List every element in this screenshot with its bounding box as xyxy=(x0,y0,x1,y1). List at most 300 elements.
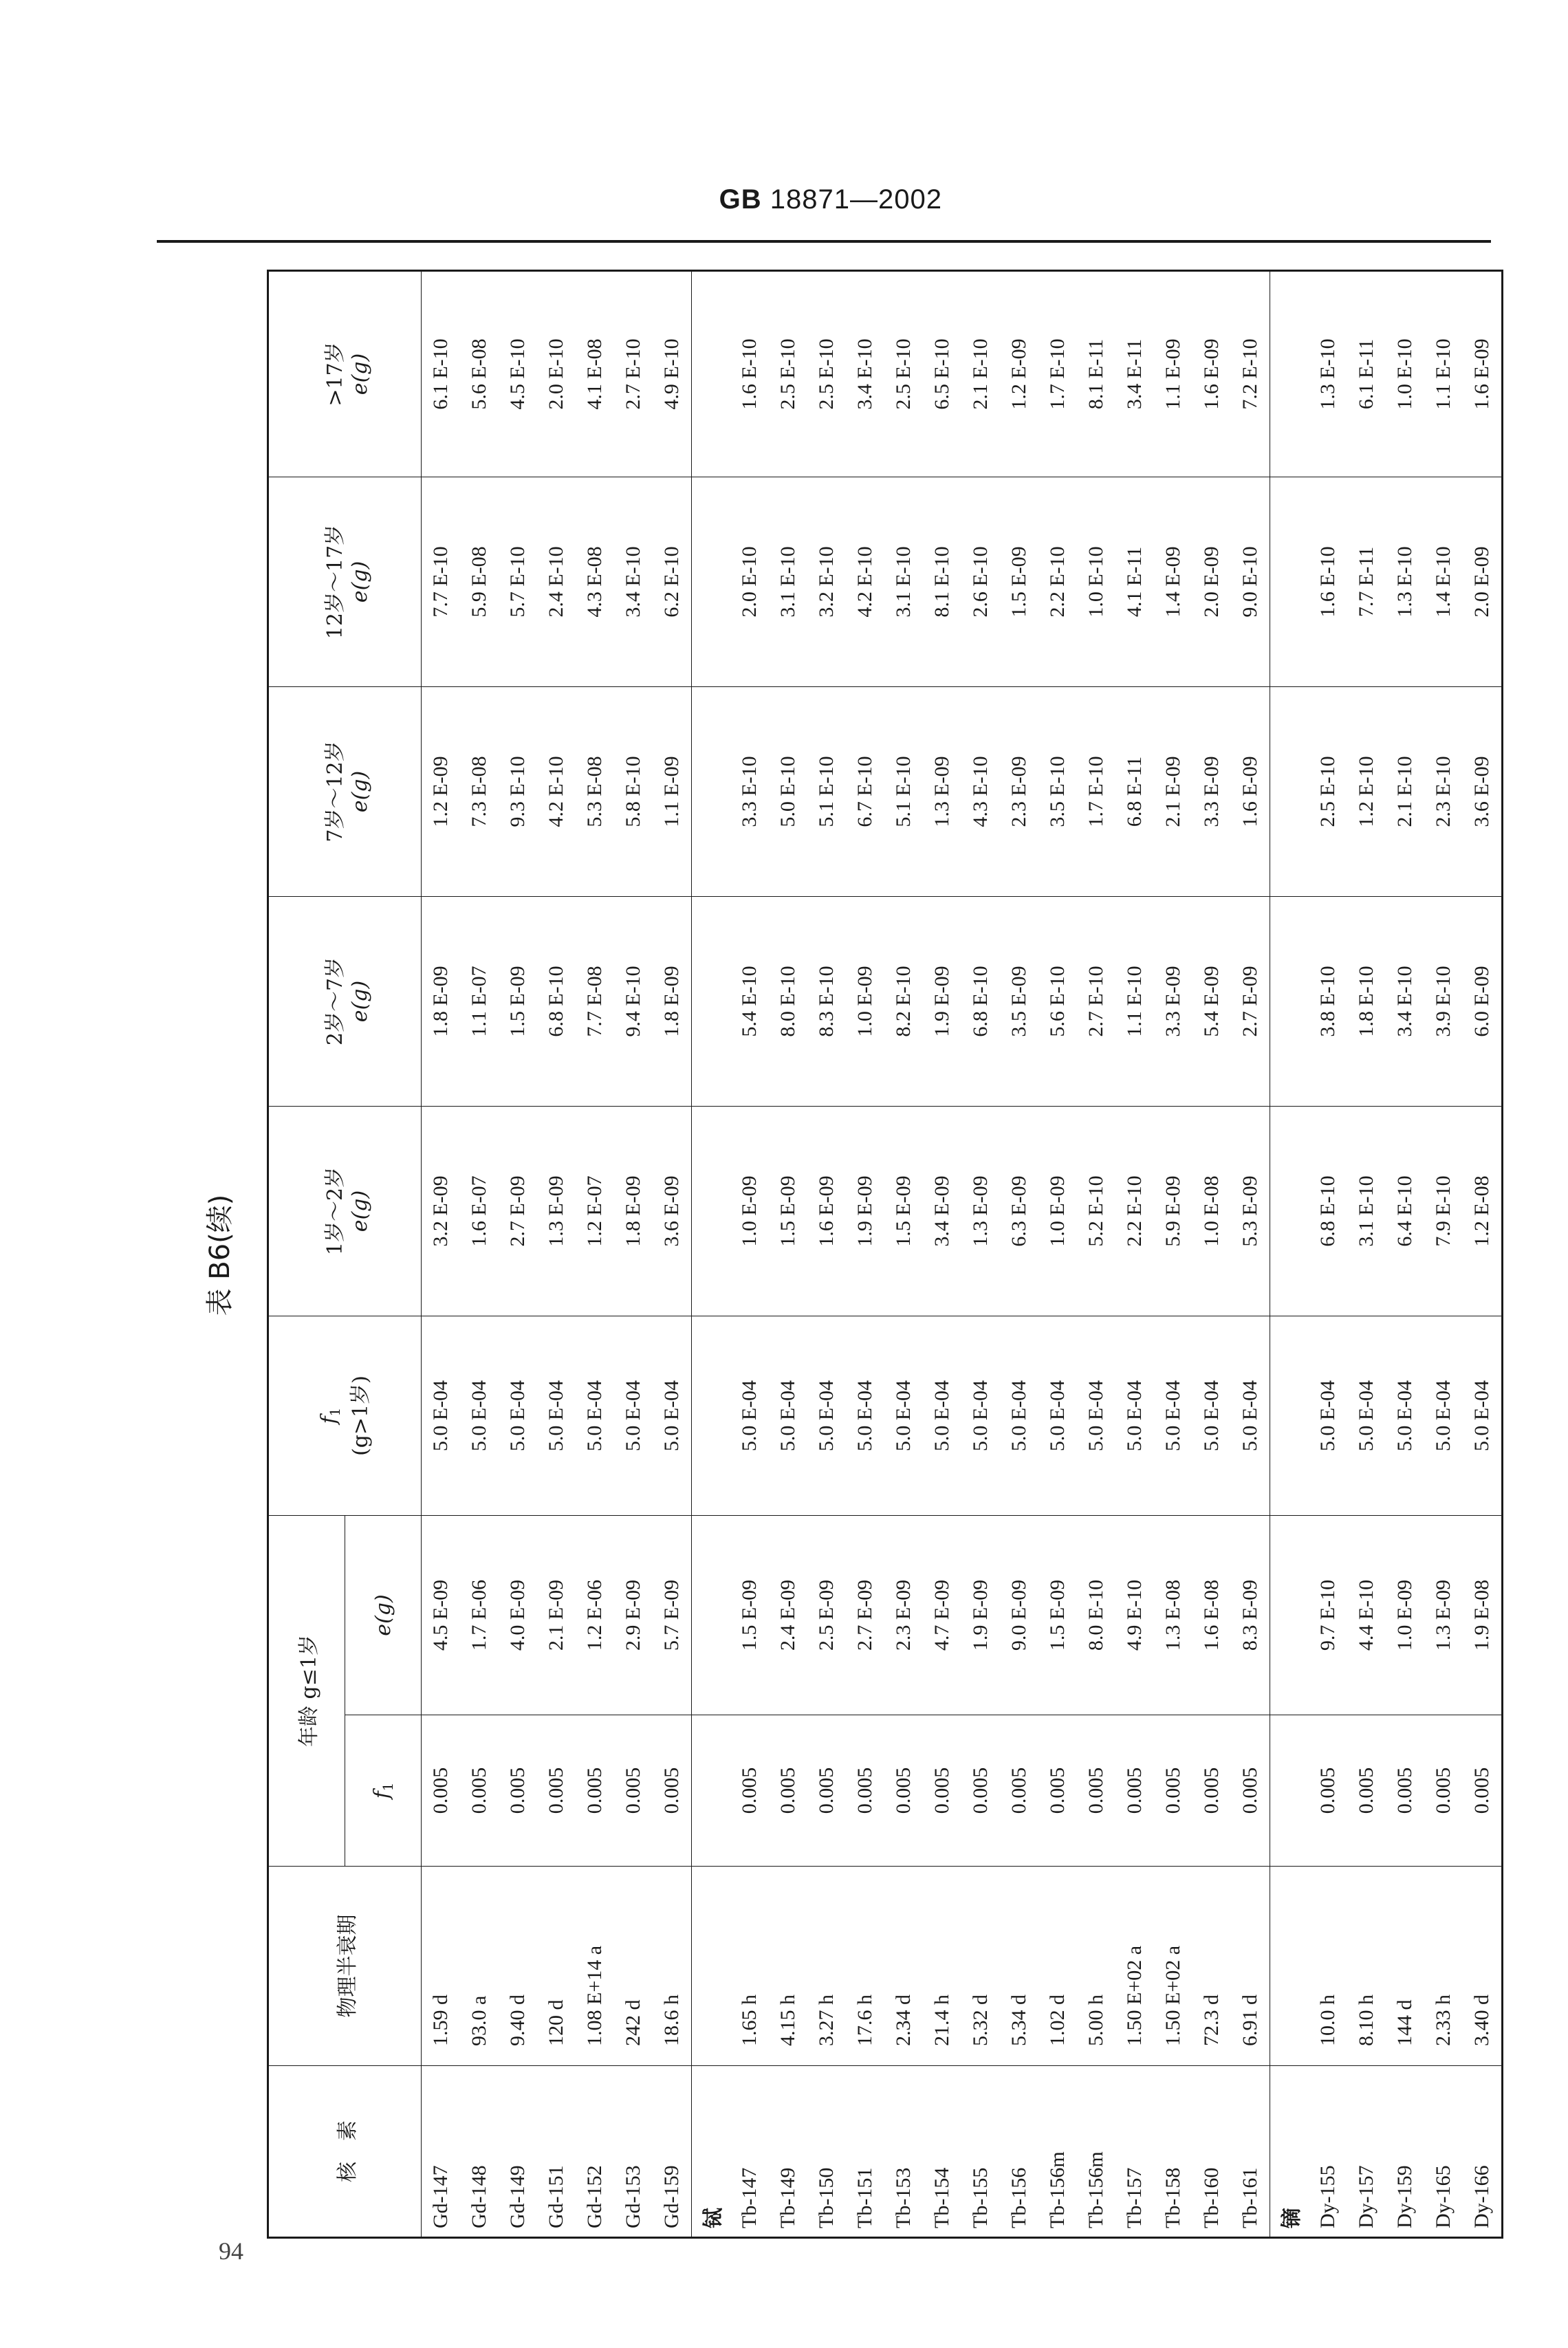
cell-e2: 1.0 E-09 xyxy=(1038,1107,1077,1316)
cell-e3: 3.5 E-09 xyxy=(1000,897,1038,1107)
cell-e6: 1.7 E-10 xyxy=(1038,271,1077,477)
cell-e4: 4.2 E-10 xyxy=(537,687,576,897)
cell-e5: 4.2 E-10 xyxy=(846,477,884,687)
cell-e4: 6.7 E-10 xyxy=(846,687,884,897)
table-row xyxy=(1424,271,1463,2238)
cell-nuclide: Tb-157 xyxy=(1115,2066,1154,2238)
cell-e2: 2.2 E-10 xyxy=(1115,1107,1154,1316)
cell-e2: 1.9 E-09 xyxy=(846,1107,884,1316)
cell-e5: 1.4 E-09 xyxy=(1154,477,1193,687)
cell-halflife: 120 d xyxy=(537,1867,576,2066)
cell-e6: 6.5 E-10 xyxy=(923,271,961,477)
cell-e2: 1.2 E-08 xyxy=(1463,1107,1503,1316)
cell-e3: 6.8 E-10 xyxy=(537,897,576,1107)
cell-e3: 8.0 E-10 xyxy=(769,897,807,1107)
cell-f1: 0.005 xyxy=(614,1715,653,1867)
cell-f1b: 5.0 E-04 xyxy=(614,1316,653,1516)
cell-halflife: 1.65 h xyxy=(730,1867,769,2066)
cell-f1: 0.005 xyxy=(846,1715,884,1867)
cell-f1: 0.005 xyxy=(460,1715,499,1867)
table-row xyxy=(923,271,961,2238)
cell-nuclide: Gd-159 xyxy=(653,2066,692,2238)
cell-e2: 5.3 E-09 xyxy=(1231,1107,1270,1316)
standard-number: 18871—2002 xyxy=(770,184,942,215)
element-group-row xyxy=(692,271,731,2238)
table-row xyxy=(1077,271,1115,2238)
cell-e1: 9.7 E-10 xyxy=(1309,1516,1347,1715)
cell-e1: 1.9 E-09 xyxy=(961,1516,1000,1715)
cell-e1: 4.0 E-09 xyxy=(499,1516,537,1715)
cell-e3: 3.3 E-09 xyxy=(1154,897,1193,1107)
cell-e2: 2.7 E-09 xyxy=(499,1107,537,1316)
page-number: 94 xyxy=(219,2237,243,2265)
cell-e2: 1.6 E-09 xyxy=(807,1107,846,1316)
cell-e3: 8.2 E-10 xyxy=(884,897,923,1107)
table-row xyxy=(1115,271,1154,2238)
cell-e2: 5.9 E-09 xyxy=(1154,1107,1193,1316)
table-row xyxy=(769,271,807,2238)
cell-e5: 5.7 E-10 xyxy=(499,477,537,687)
cell-e6: 6.1 E-10 xyxy=(422,271,461,477)
cell-e3: 7.7 E-08 xyxy=(576,897,614,1107)
cell-e1: 4.7 E-09 xyxy=(923,1516,961,1715)
cell-f1: 0.005 xyxy=(1386,1715,1424,1867)
cell-e4: 1.1 E-09 xyxy=(653,687,692,897)
cell-halflife: 1.02 d xyxy=(1038,1867,1077,2066)
cell-halflife: 1.59 d xyxy=(422,1867,461,2066)
cell-e4: 5.8 E-10 xyxy=(614,687,653,897)
cell-nuclide: Tb-156m xyxy=(1038,2066,1077,2238)
cell-nuclide: Tb-153 xyxy=(884,2066,923,2238)
cell-e1: 1.9 E-08 xyxy=(1463,1516,1503,1715)
table-row xyxy=(846,271,884,2238)
table-row xyxy=(1038,271,1077,2238)
cell-e3: 5.4 E-09 xyxy=(1193,897,1231,1107)
cell-f1b: 5.0 E-04 xyxy=(1193,1316,1231,1516)
cell-e2: 6.8 E-10 xyxy=(1309,1107,1347,1316)
table-row xyxy=(961,271,1000,2238)
cell-f1b: 5.0 E-04 xyxy=(961,1316,1000,1516)
cell-e6: 4.1 E-08 xyxy=(576,271,614,477)
cell-e4: 2.1 E-09 xyxy=(1154,687,1193,897)
header-f1-gt1-symbol: f xyxy=(316,1416,341,1424)
cell-e2: 6.3 E-09 xyxy=(1000,1107,1038,1316)
cell-e6: 1.2 E-09 xyxy=(1000,271,1038,477)
element-group-row xyxy=(1270,271,1309,2238)
cell-e5: 1.3 E-10 xyxy=(1386,477,1424,687)
table-row xyxy=(1231,271,1270,2238)
cell-e2: 1.2 E-07 xyxy=(576,1107,614,1316)
cell-e2: 1.0 E-09 xyxy=(730,1107,769,1316)
cell-e6: 5.6 E-08 xyxy=(460,271,499,477)
cell-f1b: 5.0 E-04 xyxy=(884,1316,923,1516)
cell-f1b: 5.0 E-04 xyxy=(1038,1316,1077,1516)
cell-nuclide: Gd-152 xyxy=(576,2066,614,2238)
cell-e5: 1.6 E-10 xyxy=(1309,477,1347,687)
header-age-2-7: 2岁～7岁 e(g) xyxy=(268,897,422,1107)
element-group-label: 镝 xyxy=(1270,2066,1309,2238)
cell-e2: 1.8 E-09 xyxy=(614,1107,653,1316)
cell-e3: 3.9 E-10 xyxy=(1424,897,1463,1107)
cell-halflife: 2.34 d xyxy=(884,1867,923,2066)
cell-e4: 4.3 E-10 xyxy=(961,687,1000,897)
table-row xyxy=(1347,271,1386,2238)
cell-nuclide: Tb-149 xyxy=(769,2066,807,2238)
cell-f1b: 5.0 E-04 xyxy=(1115,1316,1154,1516)
cell-e5: 2.0 E-09 xyxy=(1193,477,1231,687)
cell-nuclide: Tb-161 xyxy=(1231,2066,1270,2238)
cell-f1b: 5.0 E-04 xyxy=(1154,1316,1193,1516)
table-row xyxy=(884,271,923,2238)
cell-e4: 2.5 E-10 xyxy=(1309,687,1347,897)
cell-e4: 5.0 E-10 xyxy=(769,687,807,897)
cell-e5: 1.5 E-09 xyxy=(1000,477,1038,687)
cell-e4: 1.6 E-09 xyxy=(1231,687,1270,897)
cell-nuclide: Tb-156m xyxy=(1077,2066,1115,2238)
cell-nuclide: Gd-153 xyxy=(614,2066,653,2238)
header-halflife: 物理半衰期 xyxy=(268,1867,422,2066)
cell-e3: 1.8 E-09 xyxy=(653,897,692,1107)
cell-f1b: 5.0 E-04 xyxy=(1424,1316,1463,1516)
cell-f1: 0.005 xyxy=(1154,1715,1193,1867)
cell-e1: 2.1 E-09 xyxy=(537,1516,576,1715)
cell-nuclide: Tb-160 xyxy=(1193,2066,1231,2238)
cell-e6: 1.6 E-10 xyxy=(730,271,769,477)
cell-e3: 1.8 E-10 xyxy=(1347,897,1386,1107)
cell-e6: 7.2 E-10 xyxy=(1231,271,1270,477)
cell-e3: 3.4 E-10 xyxy=(1386,897,1424,1107)
cell-e2: 3.4 E-09 xyxy=(923,1107,961,1316)
cell-nuclide: Tb-158 xyxy=(1154,2066,1193,2238)
cell-e5: 1.4 E-10 xyxy=(1424,477,1463,687)
cell-e2: 3.6 E-09 xyxy=(653,1107,692,1316)
cell-f1: 0.005 xyxy=(730,1715,769,1867)
table-row xyxy=(614,271,653,2238)
header-f1-gt1: $f_1$ (g>1岁) xyxy=(268,1316,422,1516)
cell-e4: 3.3 E-10 xyxy=(730,687,769,897)
cell-e1: 1.0 E-09 xyxy=(1386,1516,1424,1715)
cell-f1: 0.005 xyxy=(884,1715,923,1867)
cell-e6: 1.1 E-10 xyxy=(1424,271,1463,477)
dose-coefficient-table xyxy=(267,270,1503,2239)
cell-e1: 9.0 E-09 xyxy=(1000,1516,1038,1715)
header-nuclide: 核 素 xyxy=(268,2066,422,2238)
cell-e4: 5.3 E-08 xyxy=(576,687,614,897)
cell-e5: 5.9 E-08 xyxy=(460,477,499,687)
cell-e5: 2.6 E-10 xyxy=(961,477,1000,687)
cell-e1: 8.3 E-09 xyxy=(1231,1516,1270,1715)
cell-nuclide: Dy-159 xyxy=(1386,2066,1424,2238)
cell-f1b: 5.0 E-04 xyxy=(769,1316,807,1516)
header-rule xyxy=(157,240,1491,243)
cell-halflife: 5.32 d xyxy=(961,1867,1000,2066)
cell-e5: 1.0 E-10 xyxy=(1077,477,1115,687)
cell-e3: 3.8 E-10 xyxy=(1309,897,1347,1107)
table-row xyxy=(460,271,499,2238)
cell-nuclide: Tb-154 xyxy=(923,2066,961,2238)
cell-e1: 4.4 E-10 xyxy=(1347,1516,1386,1715)
cell-f1: 0.005 xyxy=(769,1715,807,1867)
cell-f1: 0.005 xyxy=(1424,1715,1463,1867)
cell-f1: 0.005 xyxy=(1077,1715,1115,1867)
cell-halflife: 5.00 h xyxy=(1077,1867,1115,2066)
table-row xyxy=(1193,271,1231,2238)
cell-e2: 7.9 E-10 xyxy=(1424,1107,1463,1316)
cell-f1b: 5.0 E-04 xyxy=(460,1316,499,1516)
cell-halflife: 21.4 h xyxy=(923,1867,961,2066)
cell-e1: 1.3 E-09 xyxy=(1424,1516,1463,1715)
cell-e5: 2.2 E-10 xyxy=(1038,477,1077,687)
cell-e4: 5.1 E-10 xyxy=(884,687,923,897)
cell-e6: 3.4 E-11 xyxy=(1115,271,1154,477)
cell-e4: 3.3 E-09 xyxy=(1193,687,1231,897)
cell-nuclide: Dy-155 xyxy=(1309,2066,1347,2238)
cell-f1b: 5.0 E-04 xyxy=(422,1316,461,1516)
cell-e4: 2.1 E-10 xyxy=(1386,687,1424,897)
cell-halflife: 3.40 d xyxy=(1463,1867,1503,2066)
cell-e3: 5.4 E-10 xyxy=(730,897,769,1107)
cell-e5: 4.1 E-11 xyxy=(1115,477,1154,687)
cell-e6: 4.5 E-10 xyxy=(499,271,537,477)
table-body xyxy=(422,271,1503,2238)
cell-e2: 1.5 E-09 xyxy=(769,1107,807,1316)
cell-e5: 8.1 E-10 xyxy=(923,477,961,687)
cell-halflife: 5.34 d xyxy=(1000,1867,1038,2066)
cell-halflife: 6.91 d xyxy=(1231,1867,1270,2066)
cell-f1b: 5.0 E-04 xyxy=(1347,1316,1386,1516)
cell-nuclide: Tb-150 xyxy=(807,2066,846,2238)
cell-e3: 1.9 E-09 xyxy=(923,897,961,1107)
cell-f1b: 5.0 E-04 xyxy=(1077,1316,1115,1516)
cell-nuclide: Gd-149 xyxy=(499,2066,537,2238)
cell-e1: 2.5 E-09 xyxy=(807,1516,846,1715)
cell-f1b: 5.0 E-04 xyxy=(1463,1316,1503,1516)
cell-f1: 0.005 xyxy=(1309,1715,1347,1867)
table-row xyxy=(1309,271,1347,2238)
cell-e2: 1.6 E-07 xyxy=(460,1107,499,1316)
cell-e1: 4.5 E-09 xyxy=(422,1516,461,1715)
cell-f1: 0.005 xyxy=(422,1715,461,1867)
cell-e2: 1.5 E-09 xyxy=(884,1107,923,1316)
cell-e1: 1.6 E-08 xyxy=(1193,1516,1231,1715)
cell-f1b: 5.0 E-04 xyxy=(846,1316,884,1516)
cell-e6: 1.6 E-09 xyxy=(1193,271,1231,477)
table-row xyxy=(1463,271,1503,2238)
cell-f1: 0.005 xyxy=(1000,1715,1038,1867)
cell-e6: 8.1 E-11 xyxy=(1077,271,1115,477)
cell-f1b: 5.0 E-04 xyxy=(1000,1316,1038,1516)
table-row xyxy=(807,271,846,2238)
cell-f1b: 5.0 E-04 xyxy=(1231,1316,1270,1516)
cell-e5: 4.3 E-08 xyxy=(576,477,614,687)
table-row xyxy=(499,271,537,2238)
cell-e4: 1.7 E-10 xyxy=(1077,687,1115,897)
cell-e5: 7.7 E-10 xyxy=(422,477,461,687)
table-caption: 表 B6(续) xyxy=(204,1194,236,1316)
cell-e5: 3.4 E-10 xyxy=(614,477,653,687)
cell-e4: 1.2 E-10 xyxy=(1347,687,1386,897)
cell-nuclide: Tb-155 xyxy=(961,2066,1000,2238)
header-age-gt17: >17岁 e(g) xyxy=(268,271,422,477)
cell-e4: 2.3 E-09 xyxy=(1000,687,1038,897)
cell-e2: 3.2 E-09 xyxy=(422,1107,461,1316)
cell-e4: 5.1 E-10 xyxy=(807,687,846,897)
cell-e3: 6.0 E-09 xyxy=(1463,897,1503,1107)
cell-halflife: 1.50 E+02 a xyxy=(1115,1867,1154,2066)
cell-e5: 9.0 E-10 xyxy=(1231,477,1270,687)
cell-e2: 3.1 E-10 xyxy=(1347,1107,1386,1316)
cell-e6: 3.4 E-10 xyxy=(846,271,884,477)
cell-e3: 1.1 E-07 xyxy=(460,897,499,1107)
cell-e6: 1.0 E-10 xyxy=(1386,271,1424,477)
cell-e6: 2.5 E-10 xyxy=(807,271,846,477)
cell-halflife: 18.6 h xyxy=(653,1867,692,2066)
cell-e3: 1.5 E-09 xyxy=(499,897,537,1107)
cell-f1b: 5.0 E-04 xyxy=(807,1316,846,1516)
cell-nuclide: Tb-147 xyxy=(730,2066,769,2238)
cell-e6: 6.1 E-11 xyxy=(1347,271,1386,477)
cell-e6: 1.1 E-09 xyxy=(1154,271,1193,477)
cell-e1: 1.5 E-09 xyxy=(730,1516,769,1715)
cell-e5: 3.2 E-10 xyxy=(807,477,846,687)
header-e-g: e(g) xyxy=(345,1516,422,1715)
cell-e6: 2.5 E-10 xyxy=(769,271,807,477)
cell-f1: 0.005 xyxy=(1347,1715,1386,1867)
cell-e1: 1.3 E-08 xyxy=(1154,1516,1193,1715)
cell-e1: 8.0 E-10 xyxy=(1077,1516,1115,1715)
cell-halflife: 9.40 d xyxy=(499,1867,537,2066)
cell-e2: 1.0 E-08 xyxy=(1193,1107,1231,1316)
cell-e1: 1.5 E-09 xyxy=(1038,1516,1077,1715)
cell-e2: 5.2 E-10 xyxy=(1077,1107,1115,1316)
cell-f1b: 5.0 E-04 xyxy=(923,1316,961,1516)
cell-e6: 1.6 E-09 xyxy=(1463,271,1503,477)
cell-e6: 1.3 E-10 xyxy=(1309,271,1347,477)
cell-f1: 0.005 xyxy=(537,1715,576,1867)
cell-halflife: 2.33 h xyxy=(1424,1867,1463,2066)
cell-halflife: 10.0 h xyxy=(1309,1867,1347,2066)
cell-e3: 8.3 E-10 xyxy=(807,897,846,1107)
header-age-le1: 年龄 g≤1岁 xyxy=(268,1516,345,1867)
cell-f1: 0.005 xyxy=(1193,1715,1231,1867)
cell-e4: 2.3 E-10 xyxy=(1424,687,1463,897)
cell-e4: 9.3 E-10 xyxy=(499,687,537,897)
cell-e4: 3.6 E-09 xyxy=(1463,687,1503,897)
cell-e5: 2.0 E-09 xyxy=(1463,477,1503,687)
cell-e1: 2.9 E-09 xyxy=(614,1516,653,1715)
rotated-table-block xyxy=(193,272,1493,2239)
cell-halflife: 93.0 a xyxy=(460,1867,499,2066)
cell-e5: 7.7 E-11 xyxy=(1347,477,1386,687)
table-row xyxy=(653,271,692,2238)
cell-e5: 3.1 E-10 xyxy=(884,477,923,687)
cell-f1b: 5.0 E-04 xyxy=(1386,1316,1424,1516)
cell-nuclide: Gd-148 xyxy=(460,2066,499,2238)
cell-f1b: 5.0 E-04 xyxy=(1309,1316,1347,1516)
cell-halflife: 1.50 E+02 a xyxy=(1154,1867,1193,2066)
cell-e3: 2.7 E-09 xyxy=(1231,897,1270,1107)
cell-e6: 2.1 E-10 xyxy=(961,271,1000,477)
cell-e4: 1.2 E-09 xyxy=(422,687,461,897)
header-age-7-12: 7岁～12岁 e(g) xyxy=(268,687,422,897)
cell-nuclide: Dy-166 xyxy=(1463,2066,1503,2238)
cell-e4: 7.3 E-08 xyxy=(460,687,499,897)
cell-f1b: 5.0 E-04 xyxy=(499,1316,537,1516)
table-row xyxy=(576,271,614,2238)
cell-e6: 2.7 E-10 xyxy=(614,271,653,477)
cell-e4: 3.5 E-10 xyxy=(1038,687,1077,897)
cell-e5: 2.4 E-10 xyxy=(537,477,576,687)
table-row xyxy=(1000,271,1038,2238)
header-age-1-2: 1岁～2岁 e(g) xyxy=(268,1107,422,1316)
cell-f1: 0.005 xyxy=(1038,1715,1077,1867)
cell-f1b: 5.0 E-04 xyxy=(576,1316,614,1516)
table-row xyxy=(1386,271,1424,2238)
cell-halflife: 4.15 h xyxy=(769,1867,807,2066)
cell-e4: 6.8 E-11 xyxy=(1115,687,1154,897)
cell-nuclide: Dy-165 xyxy=(1424,2066,1463,2238)
cell-f1b: 5.0 E-04 xyxy=(730,1316,769,1516)
cell-f1: 0.005 xyxy=(499,1715,537,1867)
cell-f1: 0.005 xyxy=(1231,1715,1270,1867)
cell-f1: 0.005 xyxy=(807,1715,846,1867)
cell-f1: 0.005 xyxy=(576,1715,614,1867)
cell-f1: 0.005 xyxy=(961,1715,1000,1867)
cell-e3: 1.8 E-09 xyxy=(422,897,461,1107)
cell-halflife: 72.3 d xyxy=(1193,1867,1231,2066)
cell-f1: 0.005 xyxy=(1115,1715,1154,1867)
cell-e6: 4.9 E-10 xyxy=(653,271,692,477)
cell-e1: 2.3 E-09 xyxy=(884,1516,923,1715)
cell-f1: 0.005 xyxy=(923,1715,961,1867)
cell-f1: 0.005 xyxy=(1463,1715,1503,1867)
cell-halflife: 17.6 h xyxy=(846,1867,884,2066)
cell-e1: 2.7 E-09 xyxy=(846,1516,884,1715)
header-age-12-17: 12岁～17岁 e(g) xyxy=(268,477,422,687)
cell-e3: 5.6 E-10 xyxy=(1038,897,1077,1107)
cell-e5: 2.0 E-10 xyxy=(730,477,769,687)
cell-e6: 2.0 E-10 xyxy=(537,271,576,477)
element-group-label: 铽 xyxy=(692,2066,731,2238)
table-row xyxy=(730,271,769,2238)
cell-e4: 1.3 E-09 xyxy=(923,687,961,897)
cell-e3: 1.1 E-10 xyxy=(1115,897,1154,1107)
cell-f1b: 5.0 E-04 xyxy=(537,1316,576,1516)
cell-nuclide: Tb-151 xyxy=(846,2066,884,2238)
cell-e5: 6.2 E-10 xyxy=(653,477,692,687)
cell-e2: 1.3 E-09 xyxy=(961,1107,1000,1316)
table-row xyxy=(422,271,461,2238)
cell-e3: 2.7 E-10 xyxy=(1077,897,1115,1107)
cell-halflife: 3.27 h xyxy=(807,1867,846,2066)
header-f1-gt1-note: (g>1岁) xyxy=(348,1376,373,1456)
cell-f1b: 5.0 E-04 xyxy=(653,1316,692,1516)
cell-halflife: 8.10 h xyxy=(1347,1867,1386,2066)
cell-halflife: 1.08 E+14 a xyxy=(576,1867,614,2066)
cell-e1: 1.2 E-06 xyxy=(576,1516,614,1715)
cell-f1: 0.005 xyxy=(653,1715,692,1867)
cell-halflife: 144 d xyxy=(1386,1867,1424,2066)
cell-nuclide: Dy-157 xyxy=(1347,2066,1386,2238)
cell-halflife: 242 d xyxy=(614,1867,653,2066)
cell-e6: 2.5 E-10 xyxy=(884,271,923,477)
cell-e1: 2.4 E-09 xyxy=(769,1516,807,1715)
cell-e5: 3.1 E-10 xyxy=(769,477,807,687)
cell-nuclide: Gd-151 xyxy=(537,2066,576,2238)
cell-e3: 9.4 E-10 xyxy=(614,897,653,1107)
table-row xyxy=(1154,271,1193,2238)
cell-e1: 5.7 E-09 xyxy=(653,1516,692,1715)
